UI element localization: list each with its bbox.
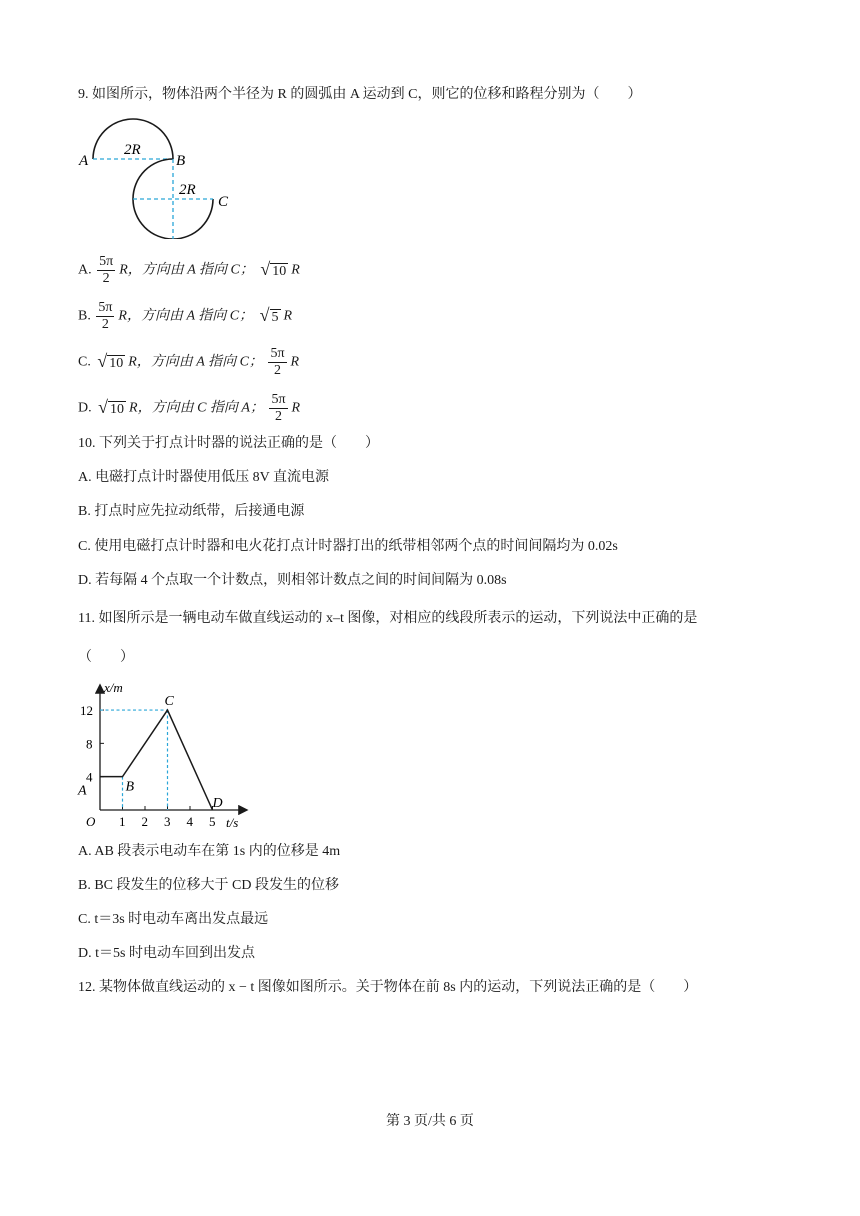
q9-figure xyxy=(76,114,256,239)
q11-option-d[interactable]: D. t＝5s 时电动车回到出发点 xyxy=(78,946,255,961)
label-2r-top: 2R xyxy=(124,142,141,158)
label-C: C xyxy=(218,194,229,210)
q9-option-d[interactable]: D. √ 10 R，方向由 C 指向 A； $\frac{5\pi}{2}$ R xyxy=(78,392,301,424)
fraction: $\frac{5\pi}{2}$ xyxy=(271,392,286,424)
point-label-d: D xyxy=(212,796,223,811)
point-label-a: A xyxy=(78,783,87,799)
q11-option-b[interactable]: B. BC 段发生的位移大于 CD 段发生的位移 xyxy=(78,878,339,893)
arc-lower xyxy=(133,159,213,239)
sqrt: √ 10 xyxy=(97,351,124,371)
x-tick-label: 3 xyxy=(164,814,171,829)
y-tick-label: 12 xyxy=(80,703,93,719)
y-tick-label: 8 xyxy=(86,736,93,752)
sqrt: √ 10 xyxy=(98,397,125,417)
q10-option-c[interactable]: C. 使用电磁打点计时器和电火花打点计时器打出的纸带相邻两个点的时间间隔均为 0.02s xyxy=(78,539,618,554)
q10-option-a[interactable]: A. 电磁打点计时器使用低压 8V 直流电源 xyxy=(78,470,329,485)
fraction: $\frac{5\pi}{2}$ xyxy=(270,346,285,378)
q9-stem: 9. 如图所示，物体沿两个半径为 R 的圆弧由 A 运动到 C，则它的位移和路程分别为（ ） xyxy=(78,87,642,102)
point-label-c: C xyxy=(164,694,174,710)
x-tick-label: 1 xyxy=(119,814,126,829)
fraction: $\frac{5\pi}{2}$ xyxy=(99,254,114,286)
fraction: $\frac{5\pi}{2}$ xyxy=(98,300,113,332)
q9-option-c[interactable]: C. √ 10 R，方向由 A 指向 C； $\frac{5\pi}{2}$ R xyxy=(78,346,300,378)
q10-option-b[interactable]: B. 打点时应先拉动纸带，后接通电源 xyxy=(78,504,305,519)
q11-option-c[interactable]: C. t＝3s 时电动车离出发点最远 xyxy=(78,912,269,927)
xt-chart xyxy=(76,676,256,836)
q11-stem: 11. 如图所示是一辆电动车做直线运动的 x–t 图像，对相应的线段所表示的运动，下列说法中正确的是 xyxy=(78,611,698,626)
series-line xyxy=(100,710,213,810)
label-2r-right: 2R xyxy=(179,182,196,198)
x-tick-label: 4 xyxy=(186,814,193,829)
page-footer: 第 3 页/共 6 页 xyxy=(386,1114,474,1129)
q11-stem-cont: （ ） xyxy=(78,650,134,665)
q12-stem: 12. 某物体做直线运动的 x − t 图像如图所示。关于物体在前 8s 内的运动，下列说法正确的是（ ） xyxy=(78,980,698,995)
x-tick-label: 5 xyxy=(209,814,216,829)
q10-option-d[interactable]: D. 若每隔 4 个点取一个计数点，则相邻计数点之间的时间间隔为 0.08s xyxy=(78,573,507,588)
point-label-b: B xyxy=(125,779,135,795)
q9-option-b[interactable]: B. $\frac{5\pi}{2}$ R，方向由 A 指向 C； √ 5 R xyxy=(78,300,293,332)
q9-option-a[interactable]: A. $\frac{5\pi}{2}$ R，方向由 A 指向 C； √ 10 R xyxy=(78,254,300,286)
sqrt: √ 10 xyxy=(260,259,287,279)
origin-label: O xyxy=(86,814,96,829)
y-axis-label: x/m xyxy=(104,680,123,695)
q11-option-a[interactable]: A. AB 段表示电动车在第 1s 内的位移是 4m xyxy=(78,844,341,859)
q10-stem: 10. 下列关于打点计时器的说法正确的是（ ） xyxy=(78,436,379,451)
x-axis-label: t/s xyxy=(226,815,239,830)
x-tick-label: 2 xyxy=(141,814,148,829)
label-B: B xyxy=(176,153,186,169)
sqrt: √ 5 xyxy=(259,305,279,325)
y-tick-label: 4 xyxy=(86,769,93,785)
label-A: A xyxy=(79,153,89,169)
